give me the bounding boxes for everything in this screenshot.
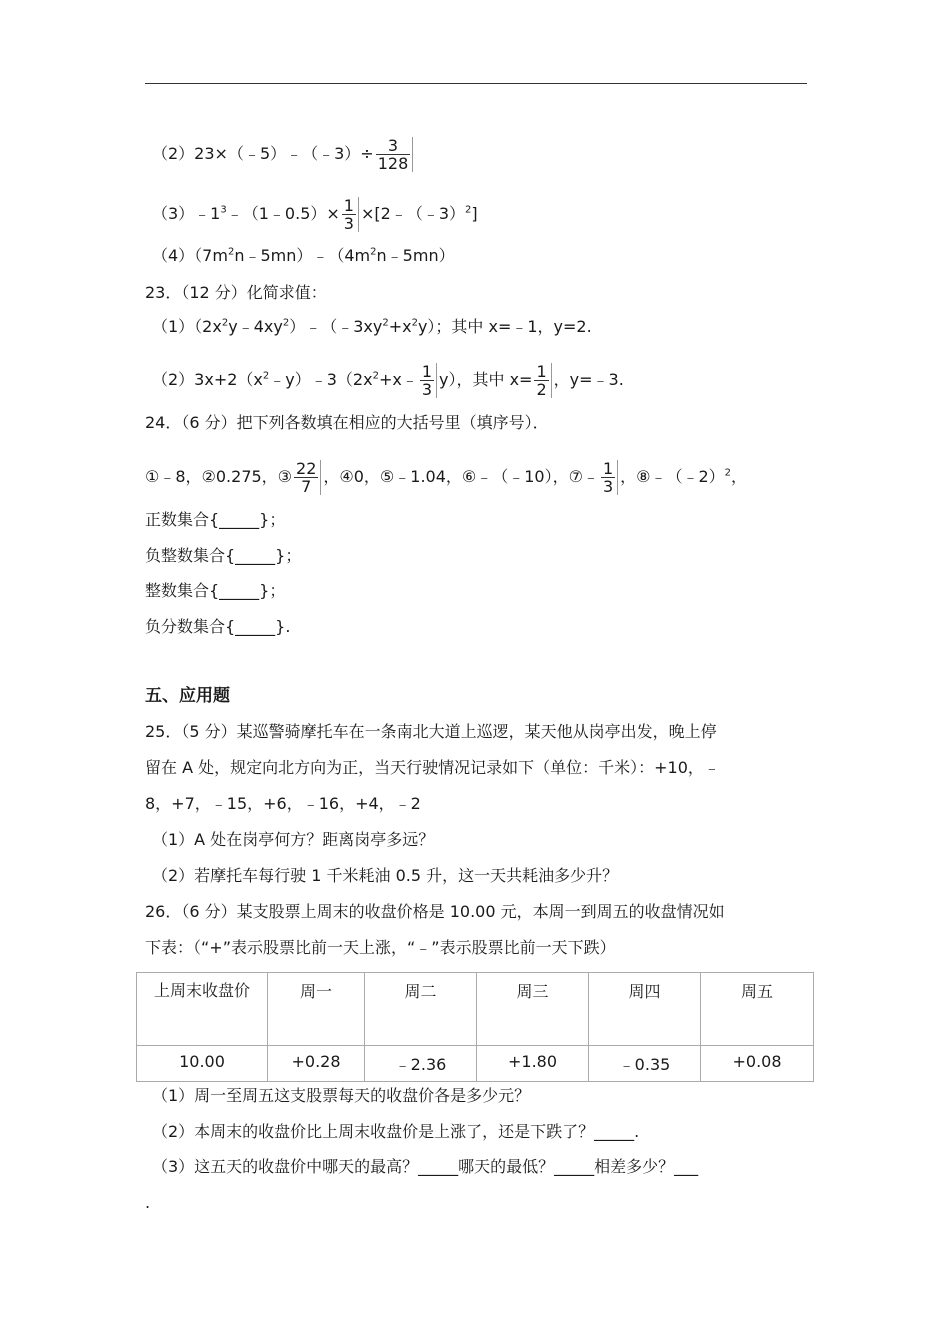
q26-line1: 26．（6 分）某支股票上周末的收盘价格是 10.00 元，本周一到周五的收盘情况如 xyxy=(145,902,725,921)
q26-part3: （3）这五天的收盘价中哪天的最高？_____哪天的最低？_____相差多少？___ xyxy=(152,1157,699,1176)
table-cell: +0.28 xyxy=(268,1046,365,1082)
stock-table xyxy=(136,972,814,1082)
q22-part3: $(3)﹣1^3﹣(1﹣0.5)\times$ $\frac{1}{3}$ ×[2﹣（﹣3）$^2$] xyxy=(152,196,478,233)
q22-part4: $(4)(7m^2n﹣5mn)﹣(4m^2n﹣5mn)$ xyxy=(152,246,455,265)
table-cell: ﹣0.35 xyxy=(589,1046,701,1082)
q24-title: 24．（6 分）把下列各数填在相应的大括号里（填序号）． xyxy=(145,413,549,432)
fraction: $\frac{1}{3}$ xyxy=(601,460,618,495)
fraction: $\frac{1}{2}$ xyxy=(534,363,551,398)
q24-numbers: ①﹣8，②0.275，③ $\frac{22}{7}$ ，④0，⑤﹣1.04，⑥﹣（﹣10），⑦﹣ $\frac{1}{3}$ ，⑧﹣（﹣2）$^2$， xyxy=(145,459,748,496)
table-row xyxy=(137,1046,814,1082)
q26-part3-end: . xyxy=(145,1193,151,1212)
set-negative-fraction: 负分数集合{_____}. xyxy=(145,617,291,636)
q25-line2: 留在 A 处，规定向北方向为正，当天行驶情况记录如下（单位：千米）：+10，﹣ xyxy=(145,758,720,777)
fraction: $\frac{3}{128}$ xyxy=(376,137,414,172)
table-header-cell: 周一 xyxy=(268,973,365,1046)
table-header-cell: 上周末收盘价 xyxy=(137,973,268,1046)
q22-part2: （2）23×（﹣5）﹣（﹣3）÷ $\frac{3}{128}$ xyxy=(152,137,415,172)
q23-part2: $(2)3x+2(x^2﹣y)﹣3(2x^2+x﹣$ $\frac{1}{3}$ y），其中 x= $\frac{1}{2}$ ，y=﹣3. xyxy=(152,362,624,399)
table-header-cell: 周二 xyxy=(365,973,477,1046)
table-cell: +1.80 xyxy=(477,1046,589,1082)
q25-line3: 8，+7，﹣15，+6，﹣16，+4，﹣2 xyxy=(145,794,421,813)
q23-title: 23．（12 分）化简求值： xyxy=(145,283,327,302)
table-cell: 10.00 xyxy=(137,1046,268,1082)
table-cell: +0.08 xyxy=(701,1046,814,1082)
table-header-cell: 周三 xyxy=(477,973,589,1046)
q25-part2: （2）若摩托车每行驶 1 千米耗油 0.5 升，这一天共耗油多少升？ xyxy=(152,866,619,885)
fraction: $\frac{1}{3}$ xyxy=(420,363,437,398)
table-header-cell: 周四 xyxy=(589,973,701,1046)
table-header-row xyxy=(137,973,814,1046)
q23-part1: $(1)(2x^2y﹣4xy^2)﹣(﹣3xy^2+x^2y)$；其中 x=﹣1，y=2. xyxy=(152,317,592,336)
table-header-cell: 周五 xyxy=(701,973,814,1046)
table-cell: ﹣2.36 xyxy=(365,1046,477,1082)
q26-part2: （2）本周末的收盘价比上周末收盘价是上涨了，还是下跌了？_____. xyxy=(152,1122,640,1141)
q25-line1: 25．（5 分）某巡警骑摩托车在一条南北大道上巡逻，某天他从岗亭出发，晚上停 xyxy=(145,722,717,741)
set-positive: 正数集合{_____}； xyxy=(145,510,286,529)
fraction: $\frac{1}{3}$ xyxy=(342,197,359,232)
section-title: 五、应用题 xyxy=(145,686,230,706)
set-negative-integer: 负整数集合{_____}； xyxy=(145,546,302,565)
top-rule xyxy=(145,83,807,84)
fraction: $\frac{22}{7}$ xyxy=(294,460,321,495)
q26-part1: （1）周一至周五这支股票每天的收盘价各是多少元？ xyxy=(152,1086,531,1105)
q25-part1: （1）A 处在岗亭何方？距离岗亭多远？ xyxy=(152,830,435,849)
set-integer: 整数集合{_____}； xyxy=(145,581,286,600)
q26-line2: 下表：（“+”表示股票比前一天上涨，“﹣”表示股票比前一天下跌） xyxy=(145,938,616,957)
